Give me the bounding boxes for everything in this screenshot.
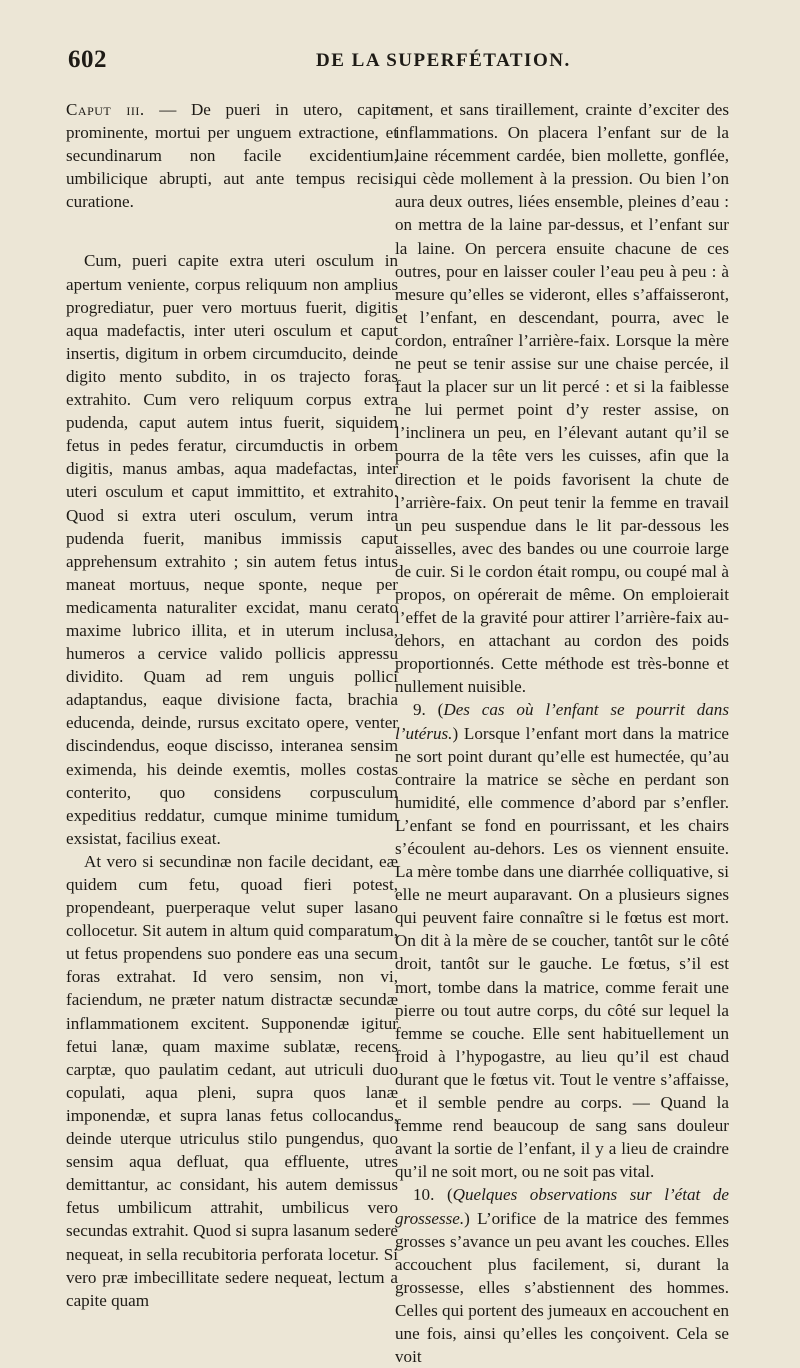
right-column: [395, 98, 729, 1368]
section-9-text: ) Lorsque l’enfant mort dans la matrice ne sort point durant qu’elle est humectée, qu’au contraire la matrice se sèche en perdant son humidité, elle commence d’abord par s’enfler. L’enfant se fond en pourrissant, et les chairs s’écoulent au-dehors. Les os viennent ensuite. La mère tombe dans une diarrhée colliquative, si elle ne meurt auparavant. On a plusieurs signes qui peuvent faire connaître si le fœtus est mort. On dit à la mère de se coucher, tantôt sur le côté droit, tantôt sur le gauche. Le fœtus, s’il est mort, tombe dans la matrice, comme ferait une pierre ou tout autre corps, du côté sur lequel la femme se couche. Elle sent habituellement un froid à l’hypogastre, au lieu qu’il est chaud durant que le fœtus vit. Tout le ventre s’affaisse, et il semble pendre au corps. — Quand la femme rend beaucoup de sang sans douleur avant la sortie de l’enfant, il y a lieu de craindre qu’il ne soit mort, ou ne soit pas vital.: [395, 723, 729, 1182]
caput-label: Caput iii.: [66, 100, 145, 119]
latin-paragraph-1: Cum, pueri capite extra uteri osculum in apertum veniente, corpus reliquum non amplius progrediatur, puer vero mortuus fuerit, digitis aqua madefactis, inter uteri osculum et caput insertis, digitum in orbem circumducito, deinde digito mento subdito, in os trajecto foras extrahito. Cum vero reliquum corpus extra pudenda, caput autem intus fuerit, siquidem fetus in pedes feratur, circumductis in orbem digitis, manus ambas, aqua madefactas, inter uteri osculum et caput immittito, et extrahito. Quod si extra uteri osculum, verum intra pudenda fuerit, manibus immissis caput apprehensum extrahito ; sin autem fetus intus maneat mortuus, neque sponte, neque per medicamenta naturaliter excidat, manu cerato maxime lubrico illita, et in uterum inclusa, humeros a cervice valido pollicis appressu dividito. Quam ad rem unguis pollici adaptandus, eaque divisione facta, brachia educenda, deinde, rursus excitato opere, venter discindendus, eoque discisso, interanea sensim eximenda, his deinde exemtis, molles costas conterito, quo considens corpusculum expeditius reddatur, cumque minime tumidum exsistat, facilius exeat.: [66, 251, 398, 848]
latin-paragraph-2: At vero si secundinæ non facile decidant, eæ quidem cum fetu, quoad fieri potest, propendeant, puerperaque velut super lasano collocetur. Sit autem in altum quid comparatum, ut fetus propendens suo pondere eas una secum foras extrahat. Id vero sensim, non vi, faciendum, ne præter natum distractæ secundæ inflammationem excitent. Supponendæ igitur fetui lanæ, quam maxime sublatæ, recens carptæ, quo paulatim cedant, aut utriculi duo copulati, aqua pleni, supra quos lanæ imponendæ, et supra lanas fetus collocandus, deinde uterque utriculus stilo pungendus, quo sensim aqua defluat, qua effluente, utres demittantur, ac considant, his autem demissus fetus umbilicum attrahit, umbilicus vero secundas extrahit. Quod si supra lasanum sedere nequeat, in sella recubitoria perforata locetur. Si vero præ imbecillitate sedere nequeat, lectum a capite quam: [66, 851, 398, 1310]
page-number: 602: [68, 46, 107, 73]
caput-text: — De pueri in utero, capite prominente, mortui per unguem extractione, et secundinarum non facile excidentium, umbilicique abrupti, aut ante tempus recisi, curatione.: [66, 100, 398, 212]
french-paragraph-1: ment, et sans tiraillement, crainte d’exciter des inflammations. On placera l’enfant sur de la laine récemment cardée, bien mollette, gonflée, qui cède mollement à la pression. Ou bien l’on aura deux outres, liées ensemble, pleines d’eau : on mettra de la laine par-dessus, et l’enfant sur la laine. On percera ensuite chacune de ces outres, pour en laisser couler l’eau peu à peu : à mesure qu’elles se videront, elles s’affaisseront, et l’enfant, en descendant, pourra, avec le cordon, entraîner l’arrière-faix. Lorsque la mère ne peut se tenir assise sur une chaise percée, il faut la placer sur un lit percé : et si la faiblesse ne lui permet point d’y rester assise, on l’inclinera un peu, en l’élevant autant qu’il se pourra de la tête vers les cuisses, afin que la direction et le poids favorisent la chute de l’arrière-faix. On peut tenir la femme en travail un peu suspendue dans le lit par-dessous les aisselles, avec des bandes ou une courroie large de cuir. Si le cordon était rompu, ou coupé mal à propos, on opérerait de même. On emploierait l’effet de la gravité pour attirer l’arrière-faix au-dehors, en attachant au cordon des poids proportionnés. Cette méthode est très-bonne et nullement nuisible.: [395, 100, 729, 697]
chapter-heading: [66, 98, 398, 213]
section-9: [395, 698, 729, 1183]
section-9-title: Des cas où l’enfant se pourrit dans l’utérus.: [395, 700, 729, 743]
section-10-title: Quelques observations sur l’état de grossesse.: [395, 1185, 729, 1228]
section-10-text: ) L’orifice de la matrice des femmes grosses s’avance un peu avant les couches. Elles accouchent plus facilement, si, durant la grossesse, elles s’abstiennent des hommes. Celles qui portent des jumeaux en accouchent en une fois, ainsi qu’elles les conçoivent. Cela se voit: [395, 1208, 729, 1367]
section-10: [395, 1183, 729, 1368]
running-title: DE LA SUPERFÉTATION.: [316, 50, 571, 71]
left-column: [66, 98, 398, 1312]
section-9-number: 9. (: [413, 700, 444, 720]
page-header: [68, 46, 730, 78]
section-10-number: 10. (: [413, 1185, 453, 1205]
